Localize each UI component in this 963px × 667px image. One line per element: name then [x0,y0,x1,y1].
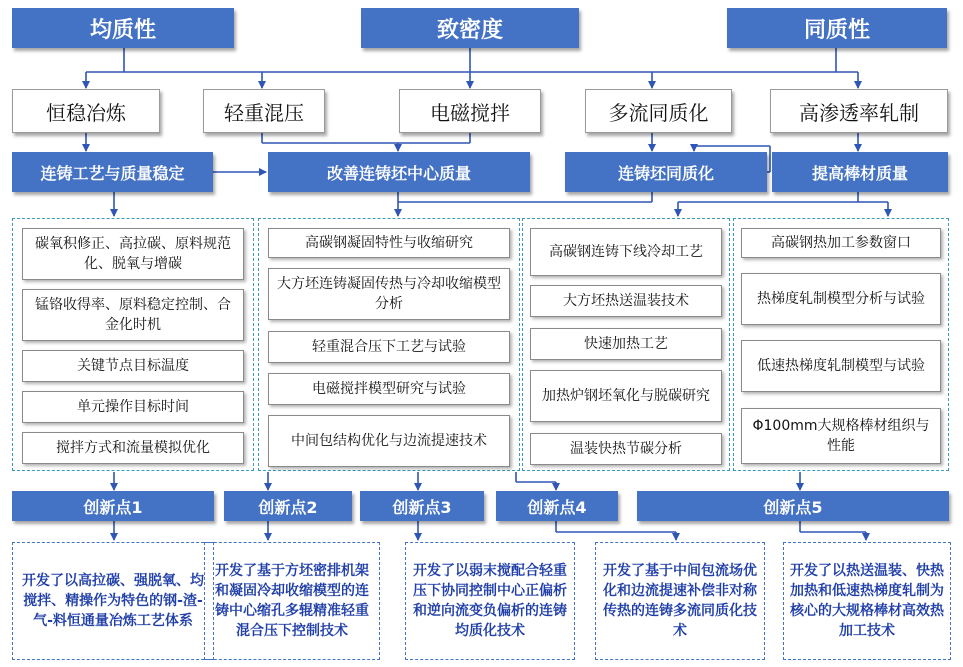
panel1-item: 搅拌方式和流量模拟优化 [22,432,244,464]
top-box-density: 致密度 [361,8,579,48]
innovation-desc-1: 开发了以高拉碳、强脱氧、均搅拌、精操作为特色的钢-渣-气-料恒通量冶炼工艺体系 [12,542,214,660]
innovation-desc-2: 开发了基于方坯密排机架和凝固冷却收缩模型的连铸中心缩孔多辊精准轻重混合压下控制技术 [204,542,380,660]
innovation-point-2: 创新点2 [224,491,352,521]
top-box-homogeneity: 同质性 [727,8,947,48]
panel1-item: 锰铬收得率、原料稳定控制、合金化时机 [22,289,244,341]
goal-process-stability: 连铸工艺与质量稳定 [12,152,213,192]
innovation-desc-3: 开发了以弱末搅配合轻重压下协同控制中心正偏析和逆向流变负偏析的连铸均质化技术 [405,542,575,660]
top-box-uniformity: 均质性 [12,8,234,48]
panel2-item: 电磁搅拌模型研究与试验 [268,373,510,405]
panel3-item: 快速加热工艺 [530,328,722,360]
panel1-item: 碳氧积修正、高拉碳、原料规范化、脱氧与增碳 [22,228,244,280]
panel3-item: 加热炉钢坯氧化与脱碳研究 [530,370,722,422]
panel3-item: 温装快热节碳分析 [530,433,722,465]
tech-multi-strand-homogenization: 多流同质化 [585,89,732,133]
innovation-point-4: 创新点4 [496,491,618,521]
tech-mixed-reduction: 轻重混压 [203,89,325,133]
panel3-item: 高碳钢连铸下线冷却工艺 [530,228,722,276]
goal-center-quality: 改善连铸坯中心质量 [268,152,530,192]
panel2-item: 大方坯连铸凝固传热与冷却收缩模型分析 [268,268,510,320]
tech-electromagnetic-stirring: 电磁搅拌 [399,89,541,133]
panel1-item: 关键节点目标温度 [22,350,244,382]
panel1-item: 单元操作目标时间 [22,391,244,423]
tech-stable-smelting: 恒稳冶炼 [12,89,160,133]
panel4-item: 高碳钢热加工参数窗口 [741,228,941,258]
panel2-item: 中间包结构优化与边流提速技术 [268,415,510,467]
panel4-item: 低速热梯度轧制模型与试验 [741,340,941,392]
innovation-point-1: 创新点1 [12,491,214,521]
panel4-item: 热梯度轧制模型分析与试验 [741,273,941,325]
innovation-desc-4: 开发了基于中间包流场优化和边流提速补偿非对称传热的连铸多流同质化技术 [595,542,765,660]
panel3-item: 大方坯热送温装技术 [530,285,722,317]
innovation-point-5: 创新点5 [637,491,949,521]
panel2-item: 轻重混合压下工艺与试验 [268,331,510,363]
tech-high-penetration-rolling: 高渗透率轧制 [770,89,948,133]
innovation-point-3: 创新点3 [360,491,484,521]
panel2-item: 高碳钢凝固特性与收缩研究 [268,228,510,258]
goal-bar-quality: 提高棒材质量 [772,152,948,192]
goal-strand-homogeneity: 连铸坯同质化 [565,152,767,192]
innovation-desc-5: 开发了以热送温装、快热加热和低速热梯度轧制为核心的大规格棒材高效热加工技术 [783,542,951,660]
panel4-item: Φ100mm大规格棒材组织与性能 [741,408,941,464]
